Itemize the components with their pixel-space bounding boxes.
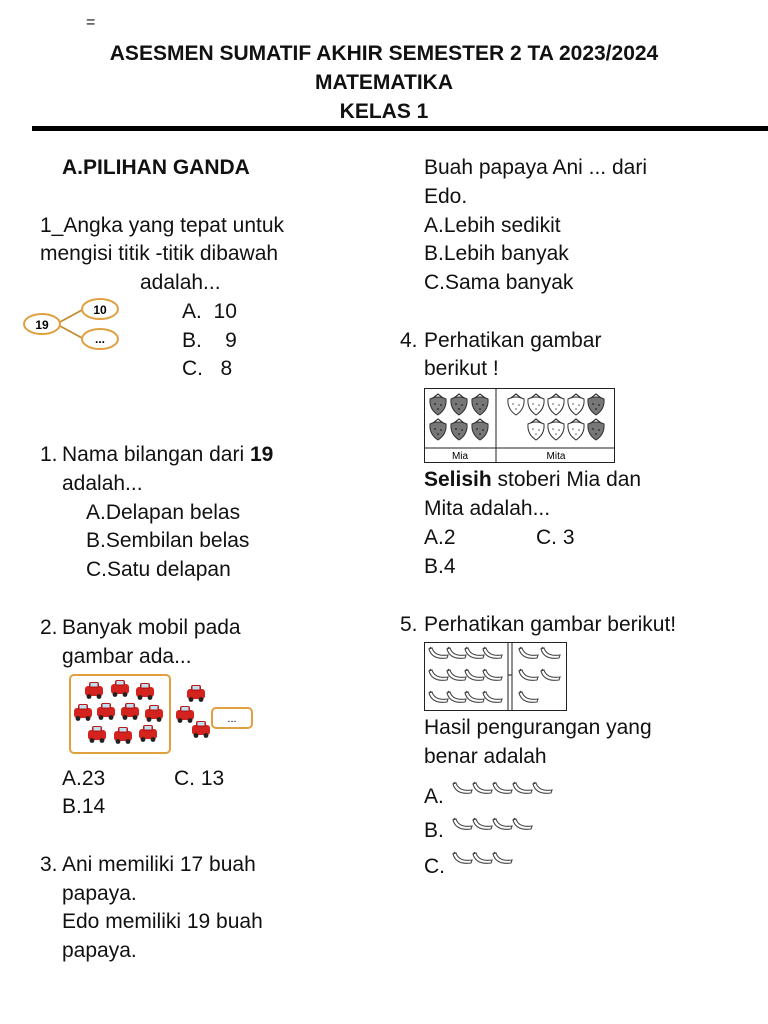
strawberry-picture [424,388,616,464]
q4-after-line2: Mita adalah... [424,497,551,520]
q2-option-a[interactable]: A.23 [62,767,106,790]
q5-line2: Hasil pengurangan yang [424,716,652,739]
q-first-option-b[interactable]: B. 9 [182,329,237,352]
q3-option-a[interactable]: A.Lebih sedikit [424,214,561,237]
q3-cont-line2: Edo. [424,185,468,208]
q2-option-c[interactable]: C. 13 [174,767,225,790]
q5-option-b[interactable]: B. [424,819,444,842]
q3-line3: Edo memiliki 19 buah [62,910,263,933]
q-first-line1: 1_Angka yang tepat untuk [40,214,285,237]
exam-grade: KELAS 1 [339,100,429,123]
q-first-line3: adalah... [140,271,221,294]
strawberry-label-mia: Mia [451,451,469,462]
q5-option-a[interactable]: A. [424,785,444,808]
q-first-line2: mengisi titik -titik dibawah [40,242,279,265]
q1-bold-number: 19 [249,443,274,466]
q2-number: 2. [40,616,58,639]
q5-line3: benar adalah [424,745,547,768]
banana-picture [424,642,568,712]
q4-option-b[interactable]: B.4 [424,555,456,578]
q1-option-a[interactable]: A.Delapan belas [86,501,241,524]
cars-picture [68,672,258,758]
q1-option-b[interactable]: B.Sembilan belas [86,529,250,552]
q2-option-b[interactable]: B.14 [62,795,106,818]
q-first-option-a[interactable]: A. 10 [182,300,237,323]
q5-number: 5. [400,613,418,636]
q4-after-text: stoberi Mia dan [491,468,642,491]
strawberry-label-mita: Mita [546,451,566,462]
q3-line2: papaya. [62,882,137,905]
number-bond-diagram [20,296,124,354]
q2-line2: gambar ada... [62,645,192,668]
bond-part-label: 10 [93,303,107,317]
q2-line1: Banyak mobil pada [62,616,241,639]
bond-whole-label: 19 [35,318,49,332]
q3-option-b[interactable]: B.Lebih banyak [424,242,569,265]
bond-blank-label: ... [94,332,106,346]
q1-text: Nama bilangan dari [62,443,250,466]
q3-option-c[interactable]: C.Sama banyak [424,271,574,294]
exam-subject: MATEMATIKA [314,71,454,94]
q1-line2: adalah... [62,472,143,495]
header-mark: = [86,14,96,31]
q4-number: 4. [400,329,418,352]
q3-line1: Ani memiliki 17 buah [62,853,256,876]
q4-option-c[interactable]: C. 3 [536,526,575,549]
q4-line1: Perhatikan gambar [424,329,602,352]
q-first-option-c[interactable]: C. 8 [182,357,233,380]
q1-number: 1. [40,443,58,466]
exam-title: ASESMEN SUMATIF AKHIR SEMESTER 2 TA 2023/2024 [109,42,659,65]
q5-option-b-bananas [450,812,538,838]
q5-option-c[interactable]: C. [424,855,445,878]
q3-number: 3. [40,853,58,876]
q3-line4: papaya. [62,939,137,962]
banana-minus-sign: - [508,667,512,681]
q4-after-line1 [424,466,641,494]
q5-option-a-bananas [450,776,558,802]
section-heading: A.PILIHAN GANDA [62,156,250,179]
q3-cont-line1: Buah papaya Ani ... dari [424,156,647,179]
q1-line1 [62,441,273,469]
q4-line2: berikut ! [424,357,499,380]
header-divider [32,126,768,131]
q4-option-a[interactable]: A.2 [424,526,456,549]
q5-line1: Perhatikan gambar berikut! [424,613,677,636]
q5-option-c-bananas [450,846,518,872]
cars-answer-blank: ... [227,713,237,725]
q1-option-c[interactable]: C.Satu delapan [86,558,231,581]
q4-selisih: Selisih [424,468,492,491]
